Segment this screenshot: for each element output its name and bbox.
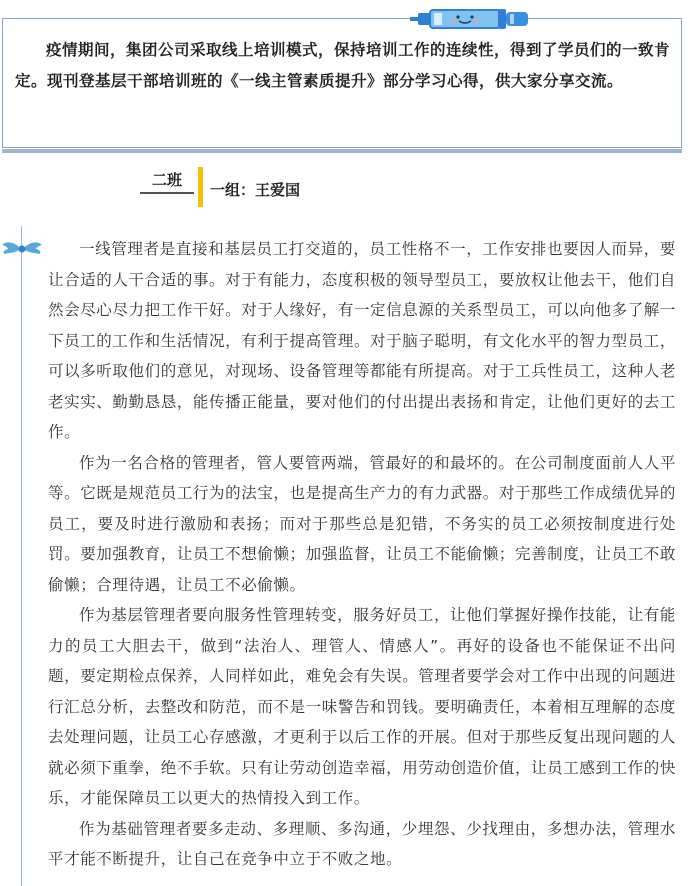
class-underline-gap [130, 192, 140, 194]
class-label: 二班 [152, 171, 183, 189]
article-paragraph: 作为基层管理者要向服务性管理转变，服务好员工，让他们掌握好操作技能，让有能力的员工大胆去干，做到“法治人、理管人、情感人”。再好的设备也不能保证不出问题，要定期检点保养，人同样如此，难免会有失误。管理者要学会对工作中出现的问题进行汇总分析，去整改和防范，而不是一味警告和罚钱。要明确责任，本着相互理解的态度去处理问题，让员工心存感激，才更利于以后工作的开展。但对于那些反复出现问题的人就必须下重拳，绝不手软。只有让劳动创造幸福，用劳动创造价值，让员工感到工作的快乐，才能保障员工以更大的热情投入到工作。 [48, 606, 676, 807]
marker-pen-icon [410, 6, 534, 34]
intro-box [2, 18, 682, 148]
article-paragraph: 作为一名合格的管理者，管人要管两端，管最好的和最坏的。在公司制度面前人人平等。它既是规范员工行为的法宝，也是提高生产力的有力武器。对于那些工作成绩优异的员工，要及时进行激励和表扬；而对于那些总是犯错，不务实的员工必须按制度进行处罚。要加强教育，让员工不想偷懒；加强监督，让员工不能偷懒；完善制度，让员工不敢偷懒；合理待遇，让员工不必偷懒。 [48, 453, 676, 594]
group-author-label: 一组：王爱国 [210, 181, 301, 199]
article-paragraph: 一线管理者是直接和基层员工打交道的，员工性格不一，工作安排也要因人而异，要让合适的人干合适的事。对于有能力，态度积极的领导型员工，要放权让他去干，他们自然会尽心尽力把工作干好。对于人缘好，有一定信息源的关系型员工，可以向他多了解一下员工的工作和生活情况，有利于提高管理。对于脑子聪明，有文化水平的智力型员工，可以多听取他们的意见，对现场、设备管理等都能有所提高。对于工兵性员工，这种人老老实实、勤勤恳恳，能传播正能量，要对他们的付出提出表扬和肯定，让他们更好的去工作。 [48, 240, 676, 441]
article-body [48, 234, 676, 875]
left-vertical-line [21, 226, 22, 886]
heading-divider-bar [198, 167, 203, 207]
wing-icon [0, 237, 44, 261]
article-paragraph: 作为基础管理者要多走动、多理顺、多沟通，少埋怨、少找理由，多想办法，管理水平才能不断提升，让自己在竞争中立于不败之地。 [48, 819, 676, 868]
section-heading [130, 165, 330, 209]
intro-text: 疫情期间，集团公司采取线上培训模式，保持培训工作的连续性，得到了学员们的一致肯定。现刊登基层干部培训班的《一线主管素质提升》部分学习心得，供大家分享交流。 [15, 41, 671, 90]
